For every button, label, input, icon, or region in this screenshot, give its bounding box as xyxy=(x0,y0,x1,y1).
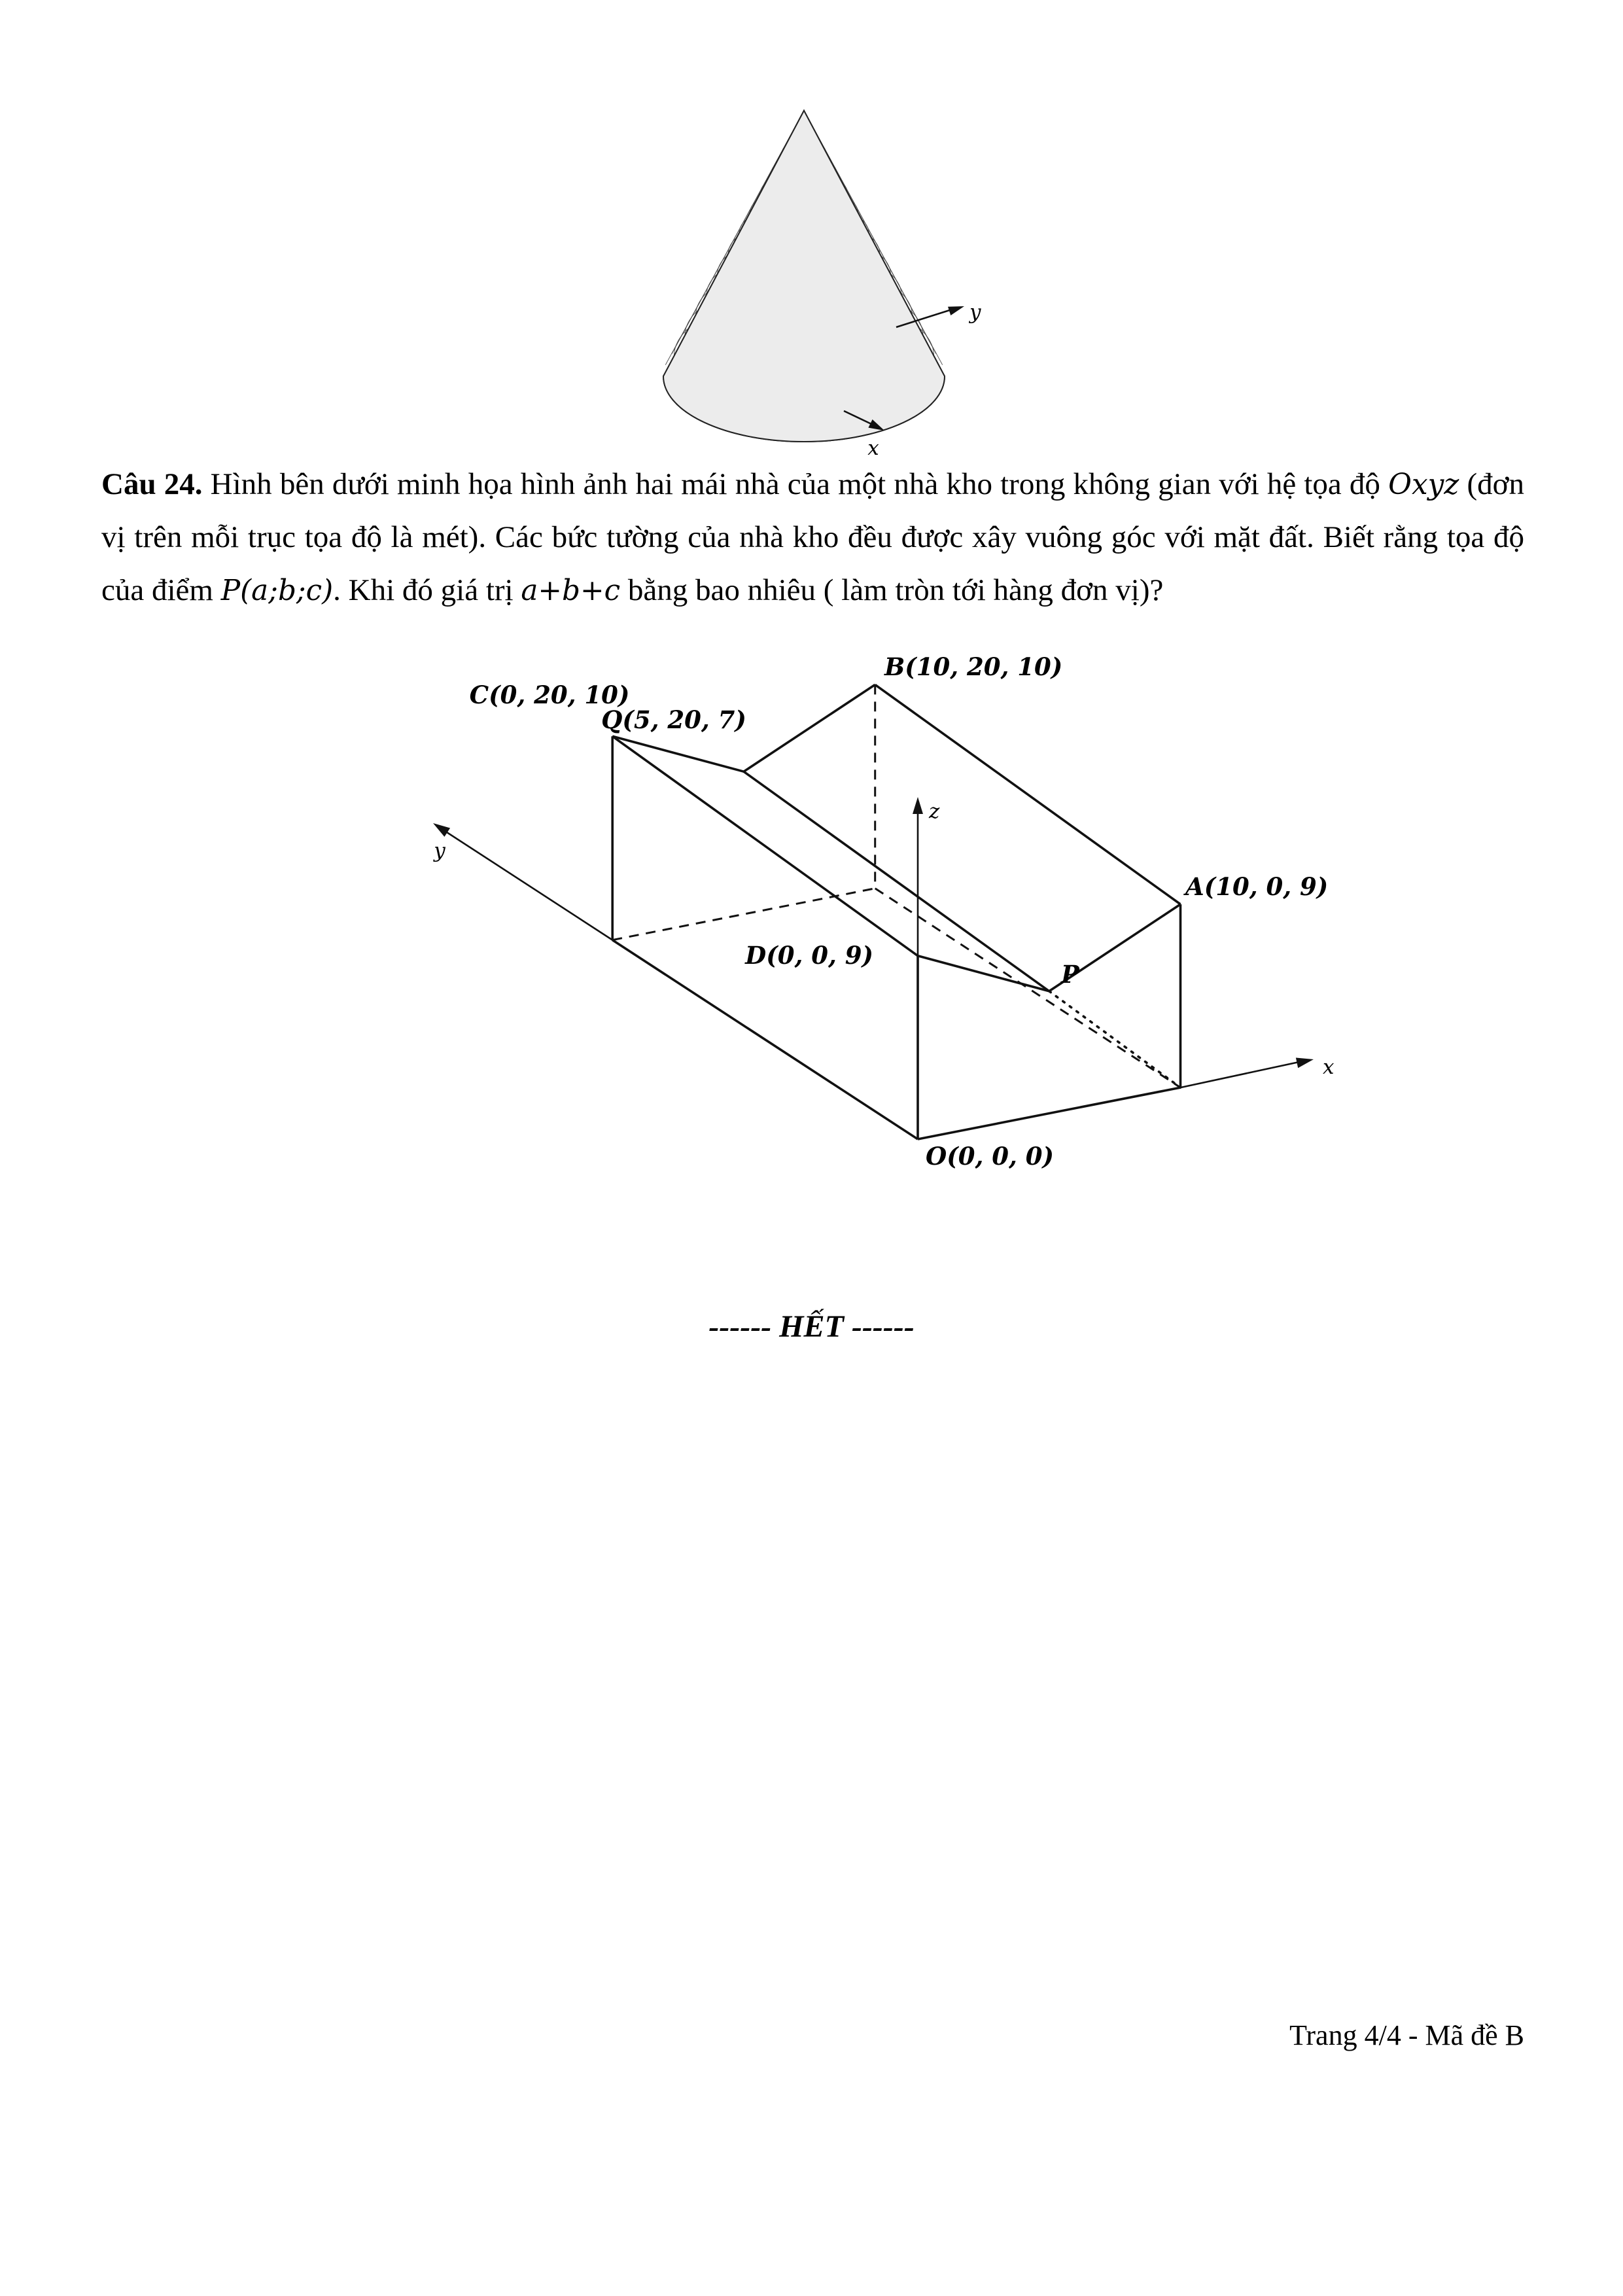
point-labels xyxy=(470,652,1329,1171)
cone-y-axis-label: y xyxy=(969,300,981,324)
x-axis-label: x xyxy=(1323,1055,1335,1079)
point-label-p: P xyxy=(1061,960,1079,989)
hidden-edges xyxy=(612,684,1180,1087)
point-label-d: D(0, 0, 9) xyxy=(745,941,873,970)
question-block xyxy=(101,458,1524,616)
point-label-b: B(10, 20, 10) xyxy=(884,652,1063,681)
cone-silhouette xyxy=(663,111,945,442)
visible-edges xyxy=(612,684,1180,1139)
question-text-2: (đơn vị trên mỗi trục tọa độ là mét). Các bức tường của nhà kho đều được xây vuông góc với mặt đất. Biết rằng tọa độ của điểm xyxy=(101,467,1524,607)
question-text-3: . Khi đó giá trị xyxy=(333,573,521,607)
question-text-1: Hình bên dưới minh họa hình ảnh hai mái nhà của một nhà kho trong không gian với hệ tọa độ xyxy=(202,467,1389,501)
point-label-a: A(10, 0, 9) xyxy=(1185,872,1329,901)
point-label-c: C(0, 20, 10) xyxy=(469,680,630,709)
point-label-o: O(0, 0, 0) xyxy=(926,1142,1055,1171)
math-p-abc: P(a;b;c) xyxy=(220,573,334,607)
math-oxyz: Oxyz xyxy=(1388,468,1459,501)
z-axis-label: z xyxy=(929,800,940,823)
question-number: Câu 24. xyxy=(101,467,203,501)
cone-figure xyxy=(615,85,1034,458)
x-axis-arrow-icon xyxy=(1296,1058,1314,1069)
question-text-4: bằng bao nhiêu ( làm tròn tới hàng đơn vị)? xyxy=(620,573,1164,607)
cone-x-axis-label: x xyxy=(867,436,879,458)
point-label-q: Q(5, 20, 7) xyxy=(601,705,746,734)
page-footer: Trang 4/4 - Mã đề B xyxy=(1289,2019,1524,2051)
z-axis-arrow-icon xyxy=(913,797,923,814)
end-marker: ------ HẾT ------ xyxy=(708,1309,915,1344)
cone-y-axis-arrow-icon xyxy=(948,306,964,315)
y-axis xyxy=(445,831,612,940)
warehouse-diagram xyxy=(393,641,1374,1184)
x-axis xyxy=(1181,1062,1300,1087)
y-axis-label: y xyxy=(434,839,445,862)
axes xyxy=(432,797,1335,1087)
dotted-projection-line xyxy=(1049,991,1181,1087)
y-axis-arrow-icon xyxy=(433,823,450,837)
math-a-plus-b-plus-c: a+b+c xyxy=(521,573,621,607)
